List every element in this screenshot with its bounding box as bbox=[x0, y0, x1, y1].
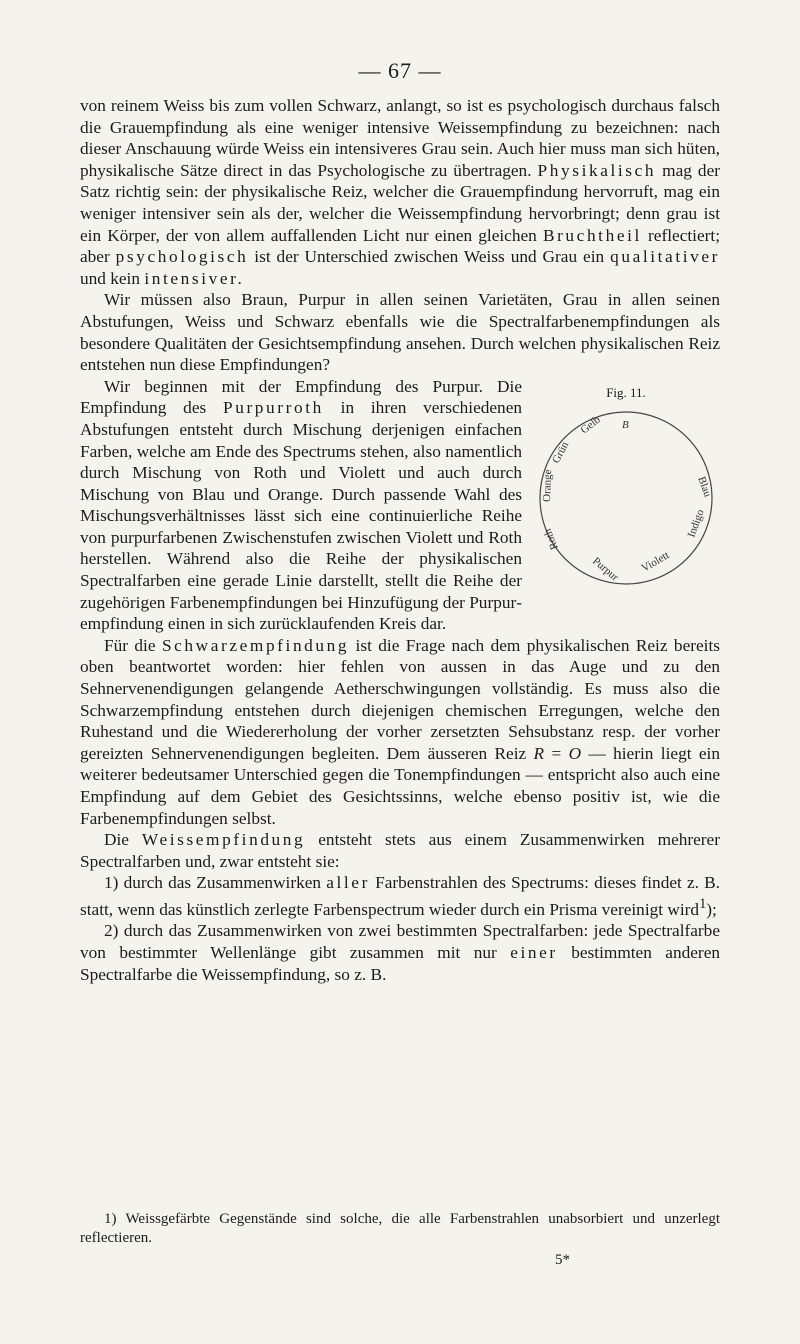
label-roth: Roth bbox=[541, 526, 561, 552]
paragraph-7: 2) durch das Zusammenwirken von zwei bestimmten Spectralfarben: jede Spectralfarbe von bestimmter Wellenlänge gibt zusammen mit nur einer bestimmten anderen Spectralfarbe die Weissempfindung, so z. B. bbox=[80, 921, 720, 984]
body-text bbox=[80, 95, 720, 985]
label-blau: Blau bbox=[695, 474, 714, 499]
paragraph-5: Die Weissempfindung entsteht stets aus einem Zusammenwirken mehrerer Spectralfarben und, zwar entsteht sie: bbox=[80, 830, 720, 871]
label-purpur: Purpur bbox=[590, 554, 621, 584]
paragraph-4: Für die Schwarzempfindung ist die Frage nach dem physikalischen Reiz bereits oben beantwortet worden: hier fehlen von aussen in das Auge und zu den Sehnervenendigungen gelangende Aetherschwingungen vollständig. Es muss also die Schwarzempfindung entstehen durch diejenigen chemischen Erregungen, welche den Ruhestand und die Wiedererholung der vorher zersetzten Sehsubstanz resp. der vorher gereizten Sehnervenendigungen begleiten. Dem äusseren Reiz R = O — hierin liegt ein weiterer bedeutsamer Unterschied gegen die Tonempfindungen — entspricht also auch eine Empfindung auf dem Gebiet des Gesichtssinns, welche ebenso positiv ist, wie die Farbenempfindungen selbst. bbox=[80, 635, 721, 828]
color-circle bbox=[540, 412, 712, 584]
paragraph-1: von reinem Weiss bis zum vollen Schwarz, anlangt, so ist es psychologisch durchaus falsch die Grauempfindung als eine weniger intensive Weissempfindung zu bezeichnen: nach dieser Anschauung würde Weiss ein intensiveres Grau sein. Auch hier muss man sich hüten, physikalische Sätze direct in das Psychologische zu übertragen. Physikalisch mag der Satz richtig sein: der physikalische Reiz, welcher die Grauempfindung hervorruft, mag ein weniger intensiver sein als der, welcher die Weissempfindung hervorbringt; denn grau ist ein Körper, der von allem auffallenden Licht nur einen gleichen Bruchtheil reflectiert; aber psychologisch ist der Unterschied zwischen Weiss und Grau ein qualitativer und kein intensiver. bbox=[80, 96, 720, 288]
label-gruen: Grün bbox=[550, 439, 572, 466]
color-circle-diagram bbox=[532, 398, 720, 598]
figure-caption: Fig. 11. bbox=[606, 384, 646, 400]
footnote-ref: 1 bbox=[699, 895, 707, 912]
label-violett: Violett bbox=[639, 548, 672, 575]
paragraph-3: Wir beginnen mit der Empfindung des Purpur. Die Empfindung des Purpurroth in ihren verschiedenen Abstufungen entsteht durch Mischung derjenigen einfachen Farben, welche am Ende des Spectrums stehen, also namentlich durch Mischung von Roth und Violett und auch durch Mischung von Blau und Orange. Durch passende Wahl des Mischungsverhältnisses lässt sich eine continuierliche Reihe von purpurfarbenen Zwischenstufen zwischen Violett und Roth herstellen. Während also die Reihe der physikalischen Spectralfarben eine gerade Linie darstellt, stellt die Reihe der zugehörigen Farbenempfindungen bei Hinzufügung der Purpurempfindung einen in sich zurücklaufenden Kreis dar. bbox=[80, 376, 523, 634]
signature-mark: 5* bbox=[555, 1252, 570, 1268]
page-number: — 67 — bbox=[358, 58, 442, 83]
paragraph-6: 1) durch das Zusammenwirken aller Farbenstrahlen des Spectrums: dieses findet z. B. statt, wenn das künstlich zerlegte Farbenspectrum wieder durch ein Prisma vereinigt wird$^1$); bbox=[80, 873, 720, 919]
figure-11 bbox=[532, 378, 720, 600]
paragraph-2: Wir müssen also Braun, Purpur in allen seinen Varietäten, Grau in allen seinen Abstufungen, Weiss und Schwarz ebenfalls wie die Spectralfarbenempfindungen als besondere Qualitäten der Gesichtsempfindung ansehen. Durch welchen physikalischen Reiz entstehen nun diese Empfindungen? bbox=[80, 290, 720, 375]
label-b: B bbox=[622, 418, 629, 431]
label-indigo: Indigo bbox=[685, 507, 707, 539]
label-gelb: Gelb bbox=[578, 413, 603, 437]
footnote bbox=[80, 1210, 720, 1248]
footnote-text: 1) Weissgefärbte Gegenstände sind solche, die alle Farbenstrahlen unabsorbiert und unzerlegt reflectieren. bbox=[80, 1211, 720, 1246]
label-orange: Orange bbox=[541, 469, 555, 502]
